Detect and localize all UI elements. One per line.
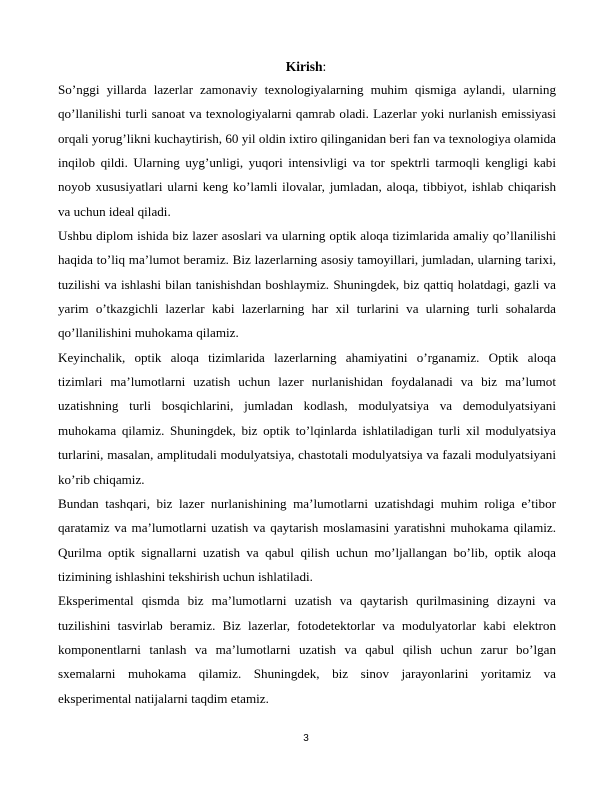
paragraph-1: So’nggi yillarda lazerlar zamonaviy texnologiyalarning muhim qismiga aylandi, ularning qo’llanilishi turli sanoat va texnologiyalarni qamrab oladi. Lazerlar yoki nurlanish emissiyasi orqali yorug’likni kuchaytirish, 60 yil oldin ixtiro qilinganidan beri fan va texnologiya olamida inqilob qildi. Ularning uyg’unligi, yuqori intensivligi va tor spektrli tarmoqli kengligi kabi noyob xususiyatlari ularni keng ko’lamli ilovalar, jumladan, aloqa, tibbiyot, ishlab chiqarish va uchun ideal qiladi. [58, 82, 556, 219]
title-colon: : [322, 59, 327, 74]
title-text: Kirish [285, 59, 323, 74]
body-text [58, 78, 556, 711]
paragraph-5: Eksperimental qismda biz ma’lumotlarni uzatish va qaytarish qurilmasining dizayni va tuzilishini tasvirlab beramiz. Biz lazerlar, fotodetektorlar va modulyatorlar kabi elektron komponentlarni tanlash va ma’lumotlarni uzatish va qabul qilish uchun zarur bo’lgan sxemalarni muhokama qilamiz. Shuningdek, biz sinov jarayonlarini yoritamiz va eksperimental natijalarni taqdim etamiz. [58, 593, 556, 706]
page-title [0, 59, 612, 75]
paragraph-3: Keyinchalik, optik aloqa tizimlarida lazerlarning ahamiyatini o’rganamiz. Optik aloqa tizimlari ma’lumotlarni uzatish uchun lazer nurlanishidan foydalanadi va biz ma’lumot uzatishning turli bosqichlarini, jumladan kodlash, modulyatsiya va demodulyatsiyani muhokama qilamiz. Shuningdek, biz optik to’lqinlarda ishlatiladigan turli xil modulyatsiya turlarini, masalan, amplitudali modulyatsiya, chastotali modulyatsiya va fazali modulyatsiyani ko’rib chiqamiz. [58, 349, 556, 487]
paragraph-4: Bundan tashqari, biz lazer nurlanishining ma’lumotlarni uzatishdagi muhim roliga e’tibor qaratamiz va ma’lumotlarni uzatish va qaytarish moslamasini yaratishni muhokama qilamiz. Qurilma optik signallarni uzatish va qabul qilish uchun mo’ljallangan bo’lib, optik aloqa tizimining ishlashini tekshirish uchun ishlatiladi. [58, 495, 556, 584]
page-number: 3 [303, 733, 309, 744]
paragraph-2: Ushbu diplom ishida biz lazer asoslari va ularning optik aloqa tizimlarida amaliy qo’llanilishi haqida to’liq ma’lumot beramiz. Biz lazerlarning asosiy tamoyillari, jumladan, ularning tarixi, tuzilishi va ishlashi bilan tanishishdan boshlaymiz. Shuningdek, biz qattiq holatdagi, gazli va yarim o’tkazgichli lazerlar kabi lazerlarning har xil turlarini va ularning turli sohalarda qo’llanilishini muhokama qilamiz. [58, 228, 556, 341]
